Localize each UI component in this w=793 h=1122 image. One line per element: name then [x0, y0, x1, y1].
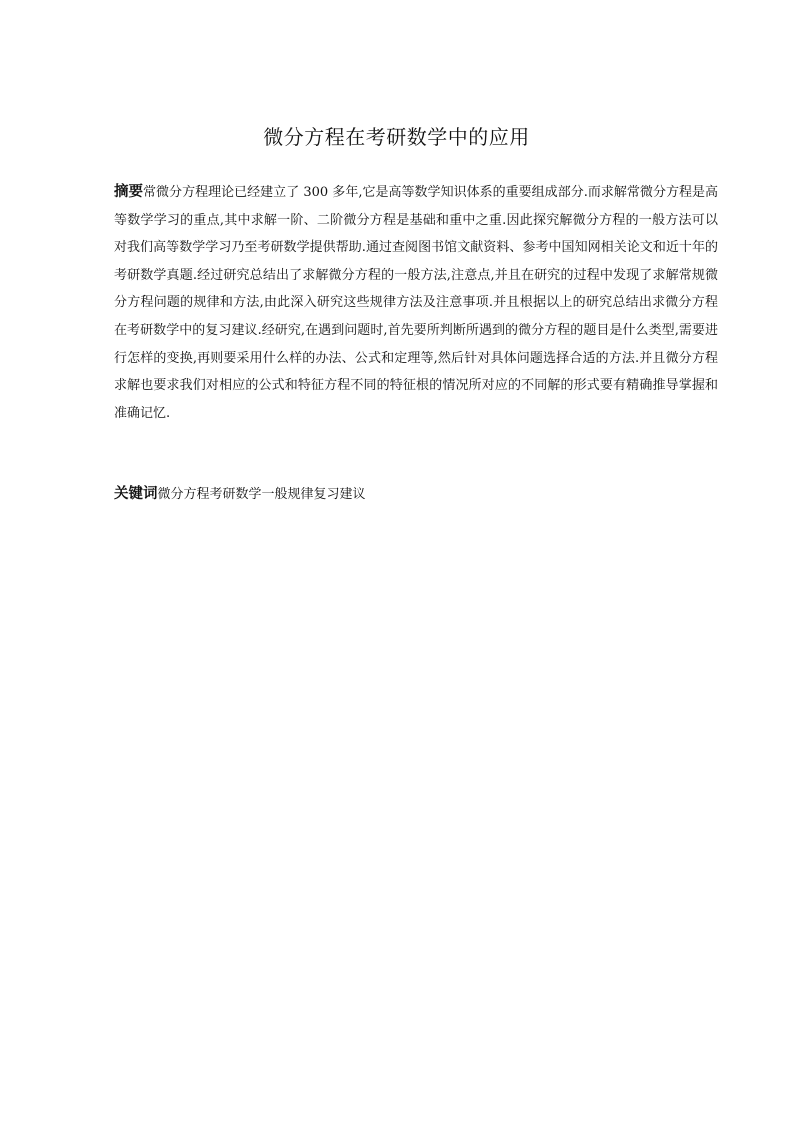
- document-title: 微分方程在考研数学中的应用: [263, 125, 530, 149]
- abstract-paragraph: [114, 179, 718, 427]
- keywords-paragraph: [114, 481, 718, 508]
- abstract-text: 常微分方程理论已经建立了 300 多年,它是高等数学知识体系的重要组成部分.而求解常微分方程是高等数学学习的重点,其中求解一阶、二阶微分方程是基础和重中之重.因此探究解微分方程的一般方法可以对我们高等数学学习乃至考研数学提供帮助.通过查阅图书馆文献资料、参考中国知网相关论文和近十年的考研数学真题.经过研究总结出了求解微分方程的一般方法,注意点,并且在研究的过程中发现了求解常规微分方程问题的规律和方法,由此深入研究这些规律方法及注意事项.并且根据以上的研究总结出求微分方程在考研数学中的复习建议.经研究,在遇到问题时,首先要所判断所遇到的微分方程的题目是什么类型,需要进行怎样的变换,再则要采用什么样的办法、公式和定理等,然后针对具体问题选择合适的方法.并且微分方程求解也要求我们对相应的公式和特征方程不同的特征根的情况所对应的不同解的形式要有精确推导掌握和准确记忆.: [114, 185, 719, 421]
- abstract-label: 摘要: [114, 184, 144, 200]
- keywords-text: 微分方程考研数学一般规律复习建议: [157, 487, 366, 502]
- keywords-label: 关键词: [114, 486, 158, 502]
